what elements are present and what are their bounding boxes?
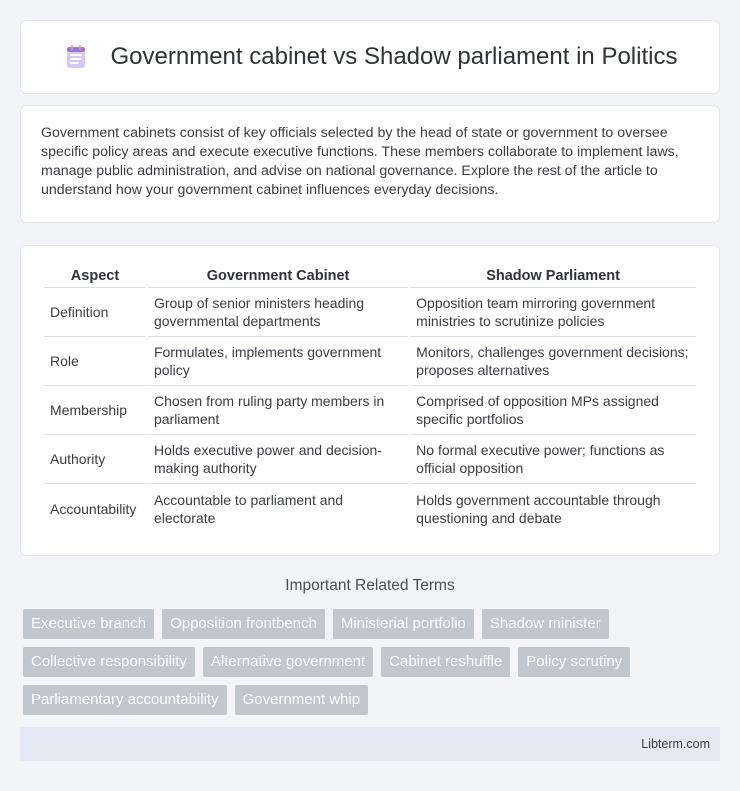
row-aspect: Role xyxy=(44,337,146,386)
table-row xyxy=(44,435,696,484)
tag-alternative-government[interactable]: Alternative government xyxy=(203,647,373,677)
row-aspect: Authority xyxy=(44,435,146,484)
row-shadow-value: No formal executive power; functions as official opposition xyxy=(410,435,696,484)
document-icon xyxy=(63,44,89,70)
table-row xyxy=(44,337,696,386)
tag-ministerial-portfolio[interactable]: Ministerial portfolio xyxy=(333,609,474,639)
column-header-aspect: Aspect xyxy=(44,266,146,288)
row-shadow-value: Opposition team mirroring government ministries to scrutinize policies xyxy=(410,288,696,337)
table-header-row xyxy=(44,266,696,288)
header-card xyxy=(20,20,720,94)
row-aspect: Definition xyxy=(44,288,146,337)
row-shadow-value: Monitors, challenges government decisions; proposes alternatives xyxy=(410,337,696,386)
title-wrap xyxy=(63,43,678,71)
row-aspect: Accountability xyxy=(50,500,137,517)
related-terms-tags xyxy=(23,609,703,715)
related-terms-title: Important Related Terms xyxy=(285,577,455,594)
table-row xyxy=(44,484,696,533)
footer xyxy=(20,727,720,761)
comparison-table xyxy=(42,266,698,533)
footer-site-link[interactable]: Libterm.com xyxy=(641,737,710,751)
row-cabinet-value: Holds executive power and decision-making authority xyxy=(148,435,408,484)
row-cabinet-value: Formulates, implements government policy xyxy=(148,337,408,386)
row-shadow-value: Comprised of opposition MPs assigned specific portfolios xyxy=(410,386,696,435)
row-cabinet-value: Group of senior ministers heading governmental departments xyxy=(148,288,408,337)
tag-parliamentary-accountability[interactable]: Parliamentary accountability xyxy=(23,685,227,715)
tag-policy-scrutiny[interactable]: Policy scrutiny xyxy=(518,647,630,677)
table-row xyxy=(44,288,696,337)
tag-cabinet-reshuffle[interactable]: Cabinet reshuffle xyxy=(381,647,510,677)
table-row xyxy=(44,386,696,435)
tag-collective-responsibility[interactable]: Collective responsibility xyxy=(23,647,195,677)
comparison-card xyxy=(20,245,720,556)
intro-card xyxy=(20,105,720,223)
intro-paragraph: Government cabinets consist of key officials selected by the head of state or government to oversee specific policy areas and execute executive functions. These members collaborate to implement laws, manage public administration, and advise on national governance. Explore the rest of the article to understand how your government cabinet influences everyday decisions. xyxy=(41,125,679,198)
row-cabinet-value: Chosen from ruling party members in parliament xyxy=(148,386,408,435)
page-title: Government cabinet vs Shadow parliament in Politics xyxy=(110,43,678,70)
row-cabinet-value: Accountable to parliament and electorate xyxy=(153,491,344,526)
tag-executive-branch[interactable]: Executive branch xyxy=(23,609,154,639)
tag-shadow-minister[interactable]: Shadow minister xyxy=(482,609,609,639)
tag-government-whip[interactable]: Government whip xyxy=(235,685,369,715)
row-aspect: Membership xyxy=(44,386,146,435)
column-header-government-cabinet: Government Cabinet xyxy=(148,266,408,288)
row-shadow-value: Holds government accountable through questioning and debate xyxy=(416,491,661,526)
column-header-shadow-parliament: Shadow Parliament xyxy=(410,266,696,288)
tag-opposition-frontbench[interactable]: Opposition frontbench xyxy=(162,609,325,639)
